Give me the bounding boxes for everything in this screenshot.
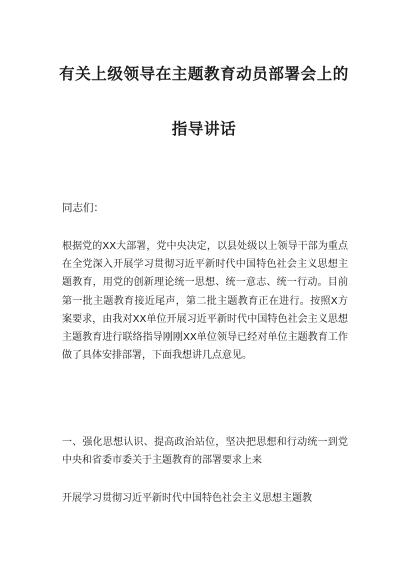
salutation: 同志们： — [62, 202, 104, 214]
document-title-line-1: 有关上级领导在主题教育动员部署会上的 — [59, 65, 349, 83]
body-paragraph-1: 根据党的XX大部署，党中央决定，以县处级以上领导干部为重点在全党深入开展学习贯彻习近平新时代中国特色社会主义思想主题教育，用党的创新理论统一思想、统一意志、统一行动。目前第一批主题教育接近尾声，第二批主题教育正在进行。按照X方案要求，由我对XX单位开展习近平新时代中国特色社会主义思想主题教育进行联络指导刚刚XX单位领导已经对单位主题教育工作做了具体安排部署，下面我想讲几点意见。 — [62, 241, 348, 362]
section-heading-1: 一、强化思想认识、提高政治站位，坚决把思想和行动统一到党中央和省委市委关于主题教育的部署要求上来 — [62, 437, 348, 467]
body-paragraph-2: 开展学习贯彻习近平新时代中国特色社会主义思想主题教 — [62, 493, 312, 504]
document-title-line-2: 指导讲话 — [171, 120, 237, 138]
